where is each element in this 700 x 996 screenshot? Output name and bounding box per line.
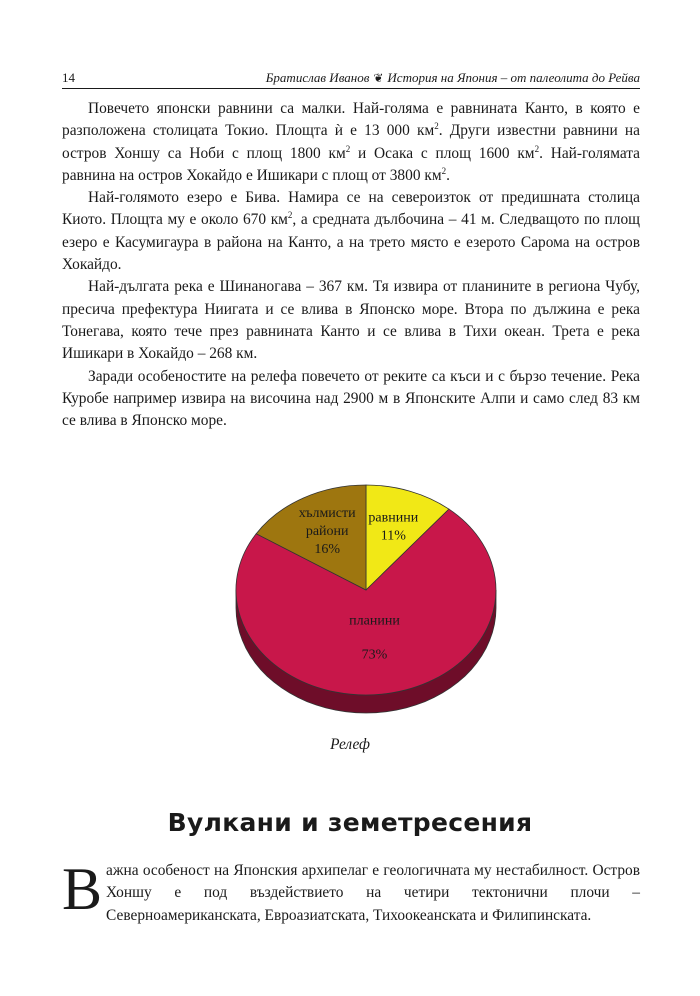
running-header (62, 68, 640, 88)
separator-ornament: ❦ (373, 71, 384, 85)
book-title: История на Япония – от палеолита до Рейва (387, 70, 640, 85)
section-intro-text: ажна особеност на Японския архипелаг е геологичната му нестабилност. Остров Хоншу е под въздействието на четири тектонични плочи – Северноамериканската, Евроазиатската, Тихоокеанската и Филипинската. (106, 862, 640, 924)
author-name: Братислав Иванов (265, 70, 370, 85)
pie-slices (236, 485, 496, 695)
relief-pie-chart (0, 470, 700, 770)
pie-label-2-0: хълмисти (298, 506, 356, 521)
pie-label-0-0: равнини (368, 510, 419, 526)
pie-value-2: 16% (314, 542, 341, 557)
figure-caption: Релеф (330, 736, 370, 753)
paragraph-rivers: Най-дългата река е Шинаногава – 367 км. Тя извира от планините в региона Чубу, пресича префектура Ниигата и се влива в Японско море. Втора по дължина е река Тонегава, която тече през равнината Канто и се влива в Тихи океан. Трета е река Ишикари в Хокайдо – 268 км. (62, 278, 640, 363)
body-text (62, 98, 640, 432)
pie-chart-svg (0, 470, 700, 770)
section-intro (62, 856, 640, 927)
paragraph-plains: Повечето японски равнини са малки. Най-голяма е равнината Канто, в която е разположена столицата Токио. Площта ѝ е 13 000 $км^2$. Други известни равнини на остров Хоншу са Ноби с площ 1800 $км^2$ и Осака с площ 1600 $км^2$. Най-голямата равнина на остров Хокайдо е Ишикари с площ от 3800 $км^2$. (62, 100, 641, 184)
running-title (266, 70, 640, 86)
section-heading: Вулкани и земетресения (167, 808, 533, 837)
drop-cap: В (62, 856, 103, 922)
page-number: 14 (62, 70, 75, 85)
paragraph-currents: Заради особеностите на релефа повечето от реките са къси и с бързо течение. Река Куробе например извира на височина над 2900 м в Японските Алпи и само след 83 км се влива в Японско море. (62, 367, 640, 430)
header-rule (62, 88, 640, 89)
pie-label-2-1: райони (305, 524, 349, 539)
pie-label-1-0: планини (349, 613, 400, 629)
pie-value-1: 73% (361, 647, 388, 663)
pie-value-0: 11% (380, 528, 406, 544)
paragraph-lakes: Най-голямото езеро е Бива. Намира се на североизток от предишната столица Киото. Площта му е около 670 $км^2$, а средната дълбочина – 41 м. Следващото по площ езеро е Касумигаура в района на Канто, а на трето място е езерото Сарома на остров Хокайдо. (62, 189, 640, 274)
